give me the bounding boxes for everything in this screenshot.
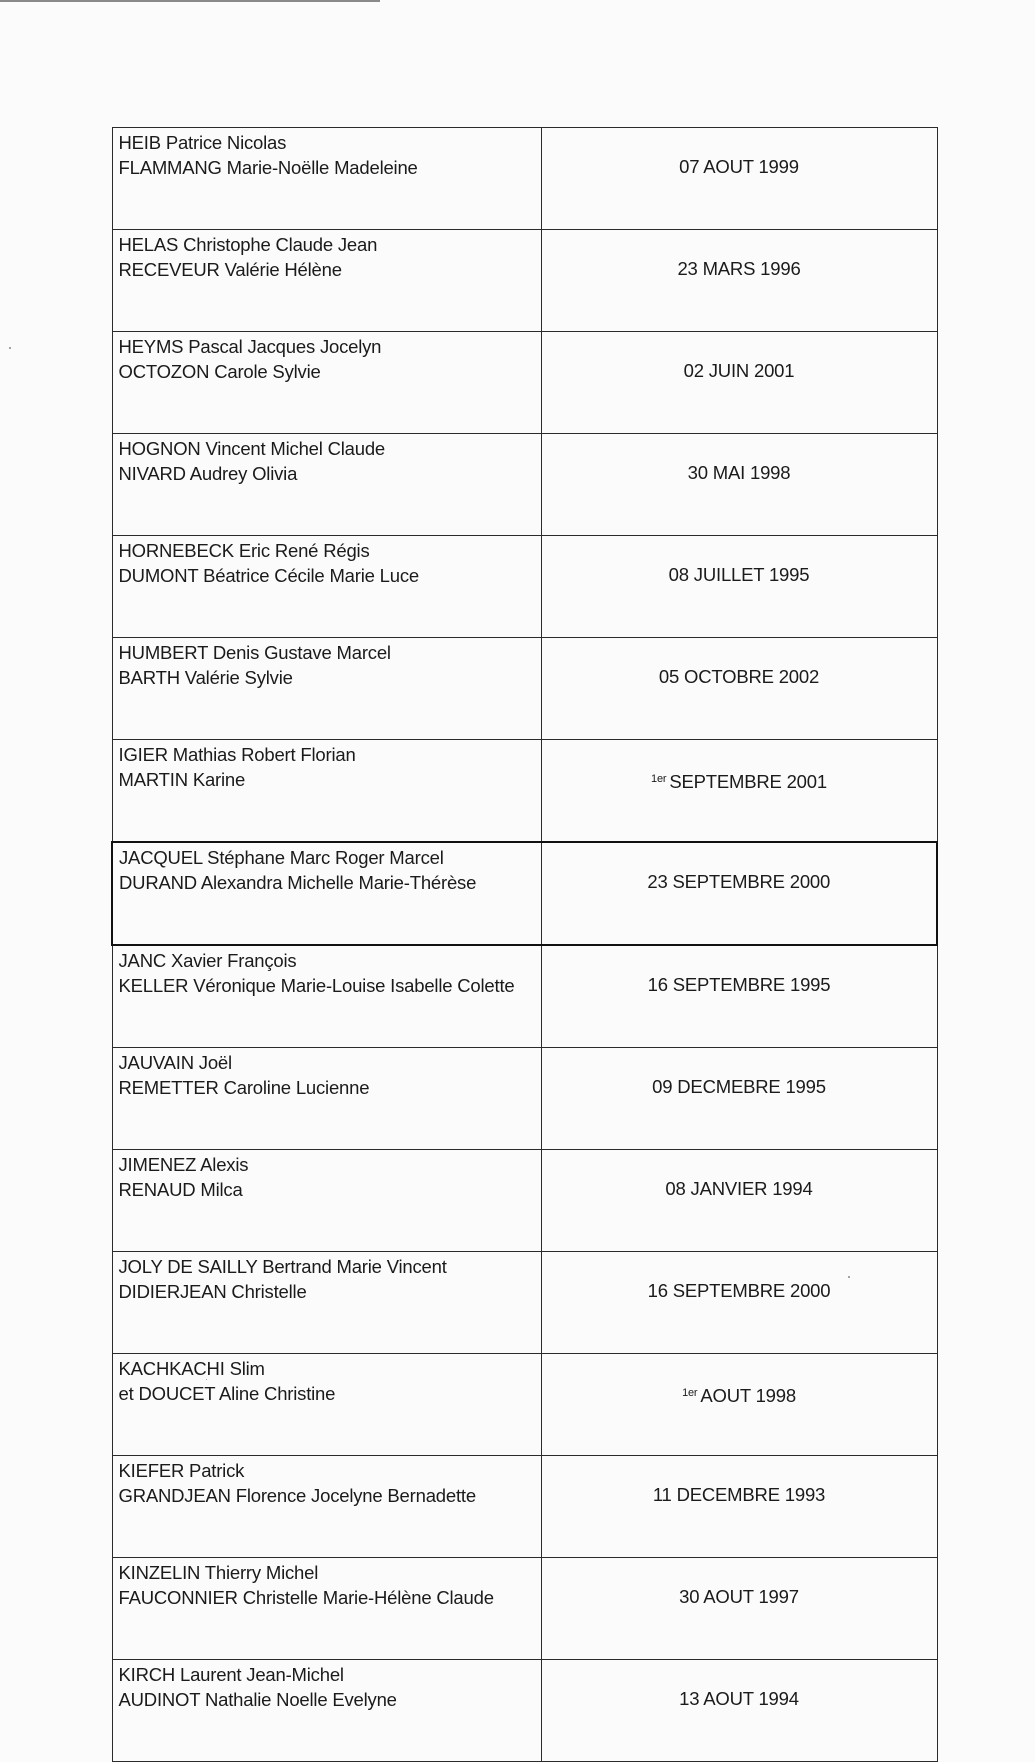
partner2-name: RECEVEUR Valérie Hélène (118, 259, 342, 280)
partner1-name: IGIER Mathias Robert Florian (118, 744, 356, 765)
scan-top-edge (0, 0, 380, 2)
scan-speck (206, 1379, 207, 1380)
table-row (112, 434, 937, 536)
names-cell (112, 638, 541, 740)
names-cell (112, 1660, 541, 1762)
table-row (112, 945, 937, 1048)
scan-speck (9, 347, 11, 349)
marriage-date: SEPTEMBRE 2001 (669, 771, 827, 792)
partner1-name: JANC Xavier François (118, 950, 297, 971)
date-cell (541, 1150, 937, 1252)
marriage-date: 11 DECEMBRE 1993 (652, 1484, 826, 1505)
date-cell (541, 230, 937, 332)
table-row (112, 1354, 937, 1456)
names-cell (112, 740, 541, 843)
partner2-name: AUDINOT Nathalie Noelle Evelyne (118, 1689, 397, 1710)
names-cell (112, 536, 541, 638)
marriage-date: 09 DECMEBRE 1995 (652, 1076, 826, 1097)
names-cell (112, 1558, 541, 1660)
partner1-name: JAUVAIN Joël (118, 1052, 232, 1073)
partner1-name: HEIB Patrice Nicolas (118, 132, 287, 153)
date-cell (541, 638, 937, 740)
partner2-name: FAUCONNIER Christelle Marie-Hélène Claude (118, 1587, 494, 1608)
partner1-name: KACHKACHI Slim (118, 1358, 265, 1379)
table-row (112, 128, 937, 230)
date-cell (541, 945, 937, 1048)
date-cell (541, 1660, 937, 1762)
marriage-date: 13 AOUT 1994 (679, 1688, 799, 1709)
table-row (112, 1660, 937, 1762)
partner1-name: HUMBERT Denis Gustave Marcel (118, 642, 391, 663)
marriage-date: 05 OCTOBRE 2002 (658, 666, 820, 687)
partner2-name: FLAMMANG Marie-Noëlle Madeleine (118, 157, 418, 178)
marriage-date: 23 MARS 1996 (677, 258, 801, 279)
date-cell (541, 1558, 937, 1660)
table-row (112, 1048, 937, 1150)
table-row (112, 842, 937, 945)
names-cell (112, 332, 541, 434)
names-cell (112, 1456, 541, 1558)
marriage-date: 08 JUILLET 1995 (668, 564, 810, 585)
partner2-name: DIDIERJEAN Christelle (118, 1281, 307, 1302)
partner1-name: HOGNON Vincent Michel Claude (118, 438, 386, 459)
names-cell (112, 230, 541, 332)
partner2-name: DUMONT Béatrice Cécile Marie Luce (118, 565, 419, 586)
partner2-name: GRANDJEAN Florence Jocelyne Bernadette (118, 1485, 476, 1506)
partner2-name: BARTH Valérie Sylvie (118, 667, 293, 688)
date-cell (541, 1456, 937, 1558)
date-cell (541, 1354, 937, 1456)
marriage-date: AOUT 1998 (700, 1385, 796, 1406)
marriage-date: 30 AOUT 1997 (679, 1586, 799, 1607)
date-cell (541, 740, 937, 843)
date-cell (541, 842, 937, 945)
marriage-date: 16 SEPTEMBRE 2000 (647, 1280, 831, 1301)
table-row (112, 1150, 937, 1252)
table-row (112, 230, 937, 332)
table-row (112, 740, 937, 843)
names-cell (112, 842, 541, 945)
date-cell (541, 332, 937, 434)
marriage-records-table (111, 127, 938, 1762)
table-row (112, 332, 937, 434)
partner1-name: KINZELIN Thierry Michel (118, 1562, 319, 1583)
marriage-date: 16 SEPTEMBRE 1995 (647, 974, 831, 995)
date-cell (541, 1048, 937, 1150)
date-cell (541, 536, 937, 638)
partner1-name: HEYMS Pascal Jacques Jocelyn (118, 336, 382, 357)
names-cell (112, 1048, 541, 1150)
partner2-name: MARTIN Karine (118, 769, 246, 790)
date-ordinal: 1er (651, 773, 667, 785)
table-row (112, 1252, 937, 1354)
date-cell (541, 434, 937, 536)
table-row (112, 536, 937, 638)
partner2-name: OCTOZON Carole Sylvie (118, 361, 321, 382)
table-row (112, 1558, 937, 1660)
date-ordinal: 1er (682, 1387, 698, 1399)
marriage-date: 23 SEPTEMBRE 2000 (647, 871, 831, 892)
partner2-name: et DOUCET Aline Christine (118, 1383, 336, 1404)
partner1-name: JACQUEL Stéphane Marc Roger Marcel (119, 847, 444, 868)
partner2-name: DURAND Alexandra Michelle Marie-Thérèse (119, 872, 477, 893)
names-cell (112, 1252, 541, 1354)
partner2-name: KELLER Véronique Marie-Louise Isabelle Colette (118, 975, 515, 996)
names-cell (112, 1150, 541, 1252)
partner1-name: JIMENEZ Alexis (118, 1154, 249, 1175)
names-cell (112, 945, 541, 1048)
partner2-name: REMETTER Caroline Lucienne (118, 1077, 370, 1098)
marriage-date: 30 MAI 1998 (687, 462, 791, 483)
date-cell (541, 1252, 937, 1354)
names-cell (112, 128, 541, 230)
date-cell (541, 128, 937, 230)
partner2-name: RENAUD Milca (118, 1179, 243, 1200)
scan-speck (848, 1276, 850, 1278)
names-cell (112, 1354, 541, 1456)
names-cell (112, 434, 541, 536)
partner1-name: JOLY DE SAILLY Bertrand Marie Vincent (118, 1256, 447, 1277)
partner2-name: NIVARD Audrey Olivia (118, 463, 298, 484)
table-row (112, 638, 937, 740)
partner1-name: KIEFER Patrick (118, 1460, 245, 1481)
partner1-name: KIRCH Laurent Jean-Michel (118, 1664, 344, 1685)
partner1-name: HELAS Christophe Claude Jean (118, 234, 378, 255)
table-row (112, 1456, 937, 1558)
marriage-date: 07 AOUT 1999 (679, 156, 799, 177)
marriage-date: 02 JUIN 2001 (683, 360, 795, 381)
marriage-date: 08 JANVIER 1994 (665, 1178, 813, 1199)
partner1-name: HORNEBECK Eric René Régis (118, 540, 370, 561)
